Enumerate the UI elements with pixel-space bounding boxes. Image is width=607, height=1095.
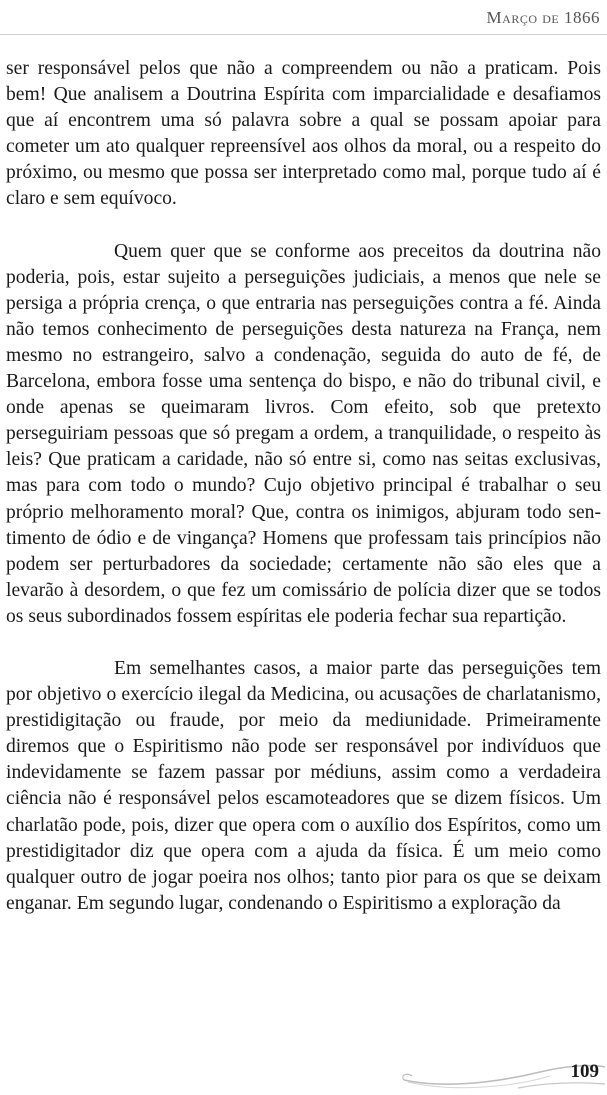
header-rule [0,34,607,35]
paragraph-1: ser responsável pelos que não a compreendem ou não a praticam. Pois bem! Que analisem a Doutrina Espírita com imparcialidade e desafiamos que aí encontrem uma só palavra sobre a qual se possam apoiar para cometer um ato qualquer repreensível aos olhos da moral, ou a respeito do próximo, ou mesmo que possa ser interpretado como mal, porque tudo aí é claro e sem equívoco. [6,58,601,210]
paragraph-3: Em semelhantes casos, a maior parte das perseguições tem por objetivo o exercício ilegal da Medicina, ou acusações de charlatanismo, prestidigitação ou fraude, por meio da mediunidade. Primeiramente diremos que o Espiritismo não pode ser responsável por indivíduos que indevidamente se fazem passar por médiuns, assim como a verdadeira ciência não é responsável pelos escamoteadores que se dizem físicos. Um charlatão pode, pois, dizer que opera com o auxílio dos Espíritos, como um prestidigitador diz que opera com a ajuda da física. É um meio como qualquer outro de jogar poeira nos olhos; tanto pior para os que se deixam enganar. Em segundo lugar, condenando o Espiritismo a exploração da [6,657,601,914]
page-number: 109 [570,1061,599,1082]
paragraph-gap [6,630,601,656]
paragraph-2: Quem quer que se conforme aos preceitos da doutrina não poderia, pois, estar sujeito a perseguições judiciais, a menos que nele se persiga a própria crença, o que entraria nas perseguições contra a fé. Ainda não temos conhecimento de perseguições desta natureza na França, nem mesmo no estrangeiro, salvo a condenação, seguida do auto de fé, de Barcelona, embora fosse uma sentença do bispo, e não do tribunal civil, e onde apenas se queimaram livros. Com efeito, sob que pretexto perseguiriam pessoas que só pregam a ordem, a tranquilidade, o respeito às leis? Que praticam a caridade, não só entre si, como nas seitas exclusivas, mas para com todo o mundo? Cujo objetivo principal é trabalhar o seu próprio melhoramento moral? Que, contra os inimigos, abjuram todo sentimento de ódio e de vingança? Homens que professam tais princípios não podem ser perturbadores da sociedade; certamente não são eles que a levarão à desordem, o que fez um comissário de polícia dizer que se todos os seus subordinados fossem espíritas ele poderia fechar sua repartição. [6,240,601,627]
running-header: Março de 1866 [486,8,600,27]
paragraph-gap [6,213,601,239]
page-footer [400,1058,607,1095]
body-text [6,56,601,917]
